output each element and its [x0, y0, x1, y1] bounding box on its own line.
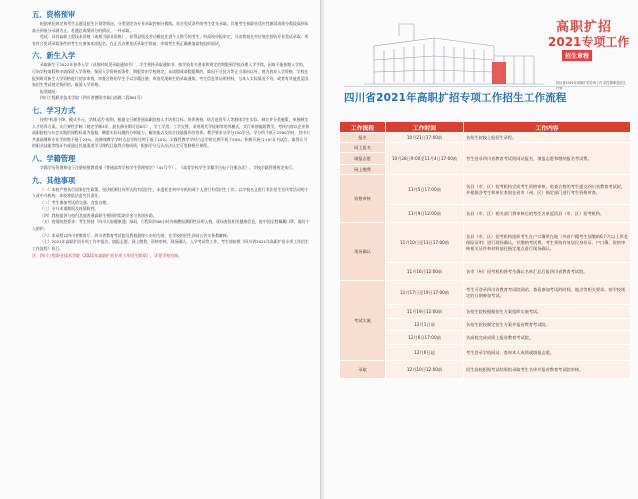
cell-process: 资格审核	[340, 175, 386, 223]
cell-content: 考生登录四川省教育考试院网站报名，填报志愿和缴纳报名考试费。	[464, 143, 631, 175]
section-paragraph: （六）本章程以四川省教育厅、四川省教育考试院及我校最终公布的为准，在学校的招生网站公告实务教解释。	[40, 232, 231, 238]
cell-time: 12月10日12:00前	[386, 361, 464, 379]
table-row	[340, 133, 631, 143]
section-4	[32, 154, 310, 172]
cell-content: 各招生院校制定招生方案并报省教育考试院。	[464, 319, 631, 331]
section-paragraph: 四川工程职业技术学院（四川省德阳市泰山南路二段801号）	[40, 95, 145, 101]
cell-time: 11月9日12:00前	[386, 205, 464, 223]
table-row	[340, 361, 631, 379]
section-paragraph: （四）我校提供与校内其他普通高职生相同的奖助学金与贫困补助。	[40, 212, 157, 218]
cell-time: 10月21日17:00前	[386, 133, 464, 143]
cell-time: 11月17日至19日17:00前	[386, 281, 464, 305]
cell-process: 网上报名	[340, 143, 386, 153]
section-paragraph: （五）疫情防控要求：考生须持「四川天府健康通」绿码，行程码和48小时内核酸检测阴性证明入校，现场查验相关健康信息，进中国全程佩戴口罩，做好个人防护。	[32, 219, 310, 232]
cell-process: 填报志愿	[340, 153, 386, 165]
cell-content: 考生可登录四川省教育考试院网站，查看参加考试的时间、地点等相关要求。按学校规定的日期参加考试。	[464, 281, 631, 305]
right-page	[324, 0, 638, 499]
section-paragraph: 根据单招规定和考生志愿及招生计划等情况，分类划定各专业录取控制分数线。符合免试条件的考生优先录取，其他考生按职业适应性测试成绩分数段高到从高分到低分录满为止。若遇总成绩同分的情况，一并录取。	[32, 21, 309, 33]
cell-content: 各县（市、区）招考机构组织考生在户口簿所在地（外省户籍考生须缴纳6个月以上养老保险证明）进行现场确认，并缴纳考试费。考生须持有效居民身份证、户口簿、资格审核相关证件和材料前往指定地点进行现场确认。	[464, 223, 631, 263]
section-3	[32, 106, 310, 150]
cell-process: 考试实施	[340, 281, 386, 361]
section-5	[32, 176, 310, 253]
section-paragraph: 按照"标准不降、模式多元，学制灵活"原则，根据全日制普通高职院校人才培养目标、培养规格，结合退役军人等群体学生实际，制订并分类施策，单独制定人才培养方案，实行弹性学制（规定学制3年，最长修业期可达6年），学工学用、工学交替，采用现代学徒制等培养模式，实行单独编班教学，考核内容以企业和高职院校与社会实践的课程标准为依据，侧重实际问题的分析能力。解决能力及综合技能操作的培养。教学要求分学分150学分。学分所不低于2500学时，其中公共基础课和专业学时数不低于25%，选修课教学学时占总学时比例不低于10%，实践性教学学时占总学时比例不低于50%，积极开展"1+X"证书试点，取得认可的职业技能等级证书或通过其他渠道学习课程且取得合格成绩，根据学分互认办法认定可免修相应课程。	[32, 116, 310, 149]
header-content: 工作内容	[464, 122, 631, 133]
page-title: 四川省2021年高职扩招专项工作招生工作流程	[344, 92, 567, 104]
section-title: 七、学习方式	[32, 105, 76, 115]
table-header-row	[340, 122, 631, 133]
section-1	[32, 10, 310, 47]
section-title: 五、资格预审	[32, 10, 76, 19]
sections-container	[32, 10, 310, 252]
workflow-table	[339, 121, 631, 379]
cell-time: 11月5日17:00前	[386, 175, 464, 205]
table-row	[340, 281, 631, 305]
cell-time: 12月6日17:00前	[386, 331, 464, 345]
table-row	[340, 223, 631, 263]
cell-time: 12月6日起	[386, 345, 464, 361]
table-body	[340, 133, 631, 379]
section-2	[32, 51, 310, 102]
table-row	[340, 143, 631, 153]
section-paragraph: （三）专升本请期间及疫情防控。	[40, 206, 99, 212]
title-badge	[540, 4, 630, 76]
cell-content: 招生高校根据考试结果拟录取考生名单并报省教育考试院审核。	[464, 361, 631, 379]
cell-process: 网上缴费	[340, 165, 386, 175]
section-paragraph: （二）考生参加考试的交通、食宿自理。	[40, 199, 111, 205]
cell-time: 11月10日至13日17:00前	[386, 223, 464, 263]
cell-time: 11月16日12:00前	[386, 263, 464, 281]
badge-subtitle: 四川省2021年高职扩招专项工作 招生简章及招生计划	[556, 81, 626, 90]
cell-content: 各高校完成成绩上报省教育考试院。	[464, 331, 631, 345]
section-paragraph: 录取新生于2022年春季入学（具体时间见录取通知书），学生须持录取通知书，按学校有关要求和规定的期限到学校办理入学手续。因故不能按期入学的，可向学校请假和申请保留入学资格，保留入学资格的条件，期限等由学校规定。未请假或请假超期的，除因不可抗力等正当事由以外，视为放弃入学资格。学校在报到时对新生入学资格进行初步审查，审查合格的学生予以学籍注册，审查发现新生的录取通知，考生信息等证明材料，与本人实际情况不符，或者有其他违反国家招生考试规定情形的，取消入学资格。	[32, 62, 309, 88]
footer-note: 注：四川工程职业技术学院《2021年高职扩招专项工作招生简章》，详见学校官网。	[32, 253, 183, 259]
cell-content: 各招生院校根据招生方案组织实施考试。	[464, 305, 631, 319]
cell-content: 各市（州）招考机构将考生确认名单汇总后报四川省教育考试院。	[464, 263, 631, 281]
header-art	[324, 0, 638, 128]
badge-line2: 2021专项工作	[548, 35, 630, 49]
section-paragraph: 学籍学历管理和电子注册按照教育部《普通高等学校学生管理规定》（41号令），《高等学校学生学籍学历电子注册办法》，学校学籍管理规定执行。	[40, 164, 296, 170]
section-paragraph: 免试：具有高职工程技术资格（或相当职业资格），获得县级及劳动模范先进个人称号的考生，经高校申报审定，可由我校在对应规定招收专业免试录取。所有符合免试录取条件的考生应参加本次报名，在正式办理免试录取手续前，申请考生须正确参加高校组织面试。	[32, 34, 309, 46]
section-paragraph: 报道地址：	[40, 88, 60, 94]
section-title: 八、学籍管理	[32, 153, 76, 163]
cell-process: 现场确认	[340, 223, 386, 281]
badge-line3: 招生章程	[562, 50, 592, 61]
badge-line1: 高职扩招	[556, 20, 613, 35]
cell-time: 12月1日前	[386, 319, 464, 331]
section-title: 九、其他事项	[32, 175, 76, 185]
cell-process: 报名	[340, 133, 386, 143]
table-row	[340, 175, 631, 205]
cell-content: 各县（市、区）相关部门将审核后的考生名单返回县（市、区）招考机构。	[464, 205, 631, 223]
section-paragraph: （一）本校严格执行国家招生政策，坚决抵制任何形式的有偿招生，未委托任何中介机构或个人进行有偿招生工作。以学校名义进行非法招生宣传等活动的个人或中介机构，本校将依法追究其责任。	[32, 186, 309, 199]
cell-time: 10月28日9:00至11月4日17:00前	[386, 143, 464, 175]
header-process: 工作流程	[340, 122, 386, 133]
header-time: 工作时间	[386, 122, 464, 133]
cell-time: 11月19日12:00前	[386, 305, 464, 319]
cell-process: 录取	[340, 361, 386, 379]
section-paragraph: （七）2021年高职扩招专项工作中报名、填报志愿、网上缴费、资格审核、现场确认、入学考试等工作，考生请按照《四川省2021年高职扩招专项工作招生工作流程》执行。	[32, 239, 309, 251]
cell-content: 各招生院校上报招生章程。	[464, 133, 631, 143]
cell-content: 考生登录学校网站，查询本人成绩或填报志愿。	[464, 345, 631, 361]
building-illustration	[354, 16, 554, 88]
section-title: 六、新生入学	[32, 51, 76, 61]
cell-content: 各县（市、区）招考机构完成考生资格审核，审查合格的考生提交四川省教育考试院，并根据各考生和单位类别在省市（州、区）指定部门进行考生资格审查。	[464, 175, 631, 205]
